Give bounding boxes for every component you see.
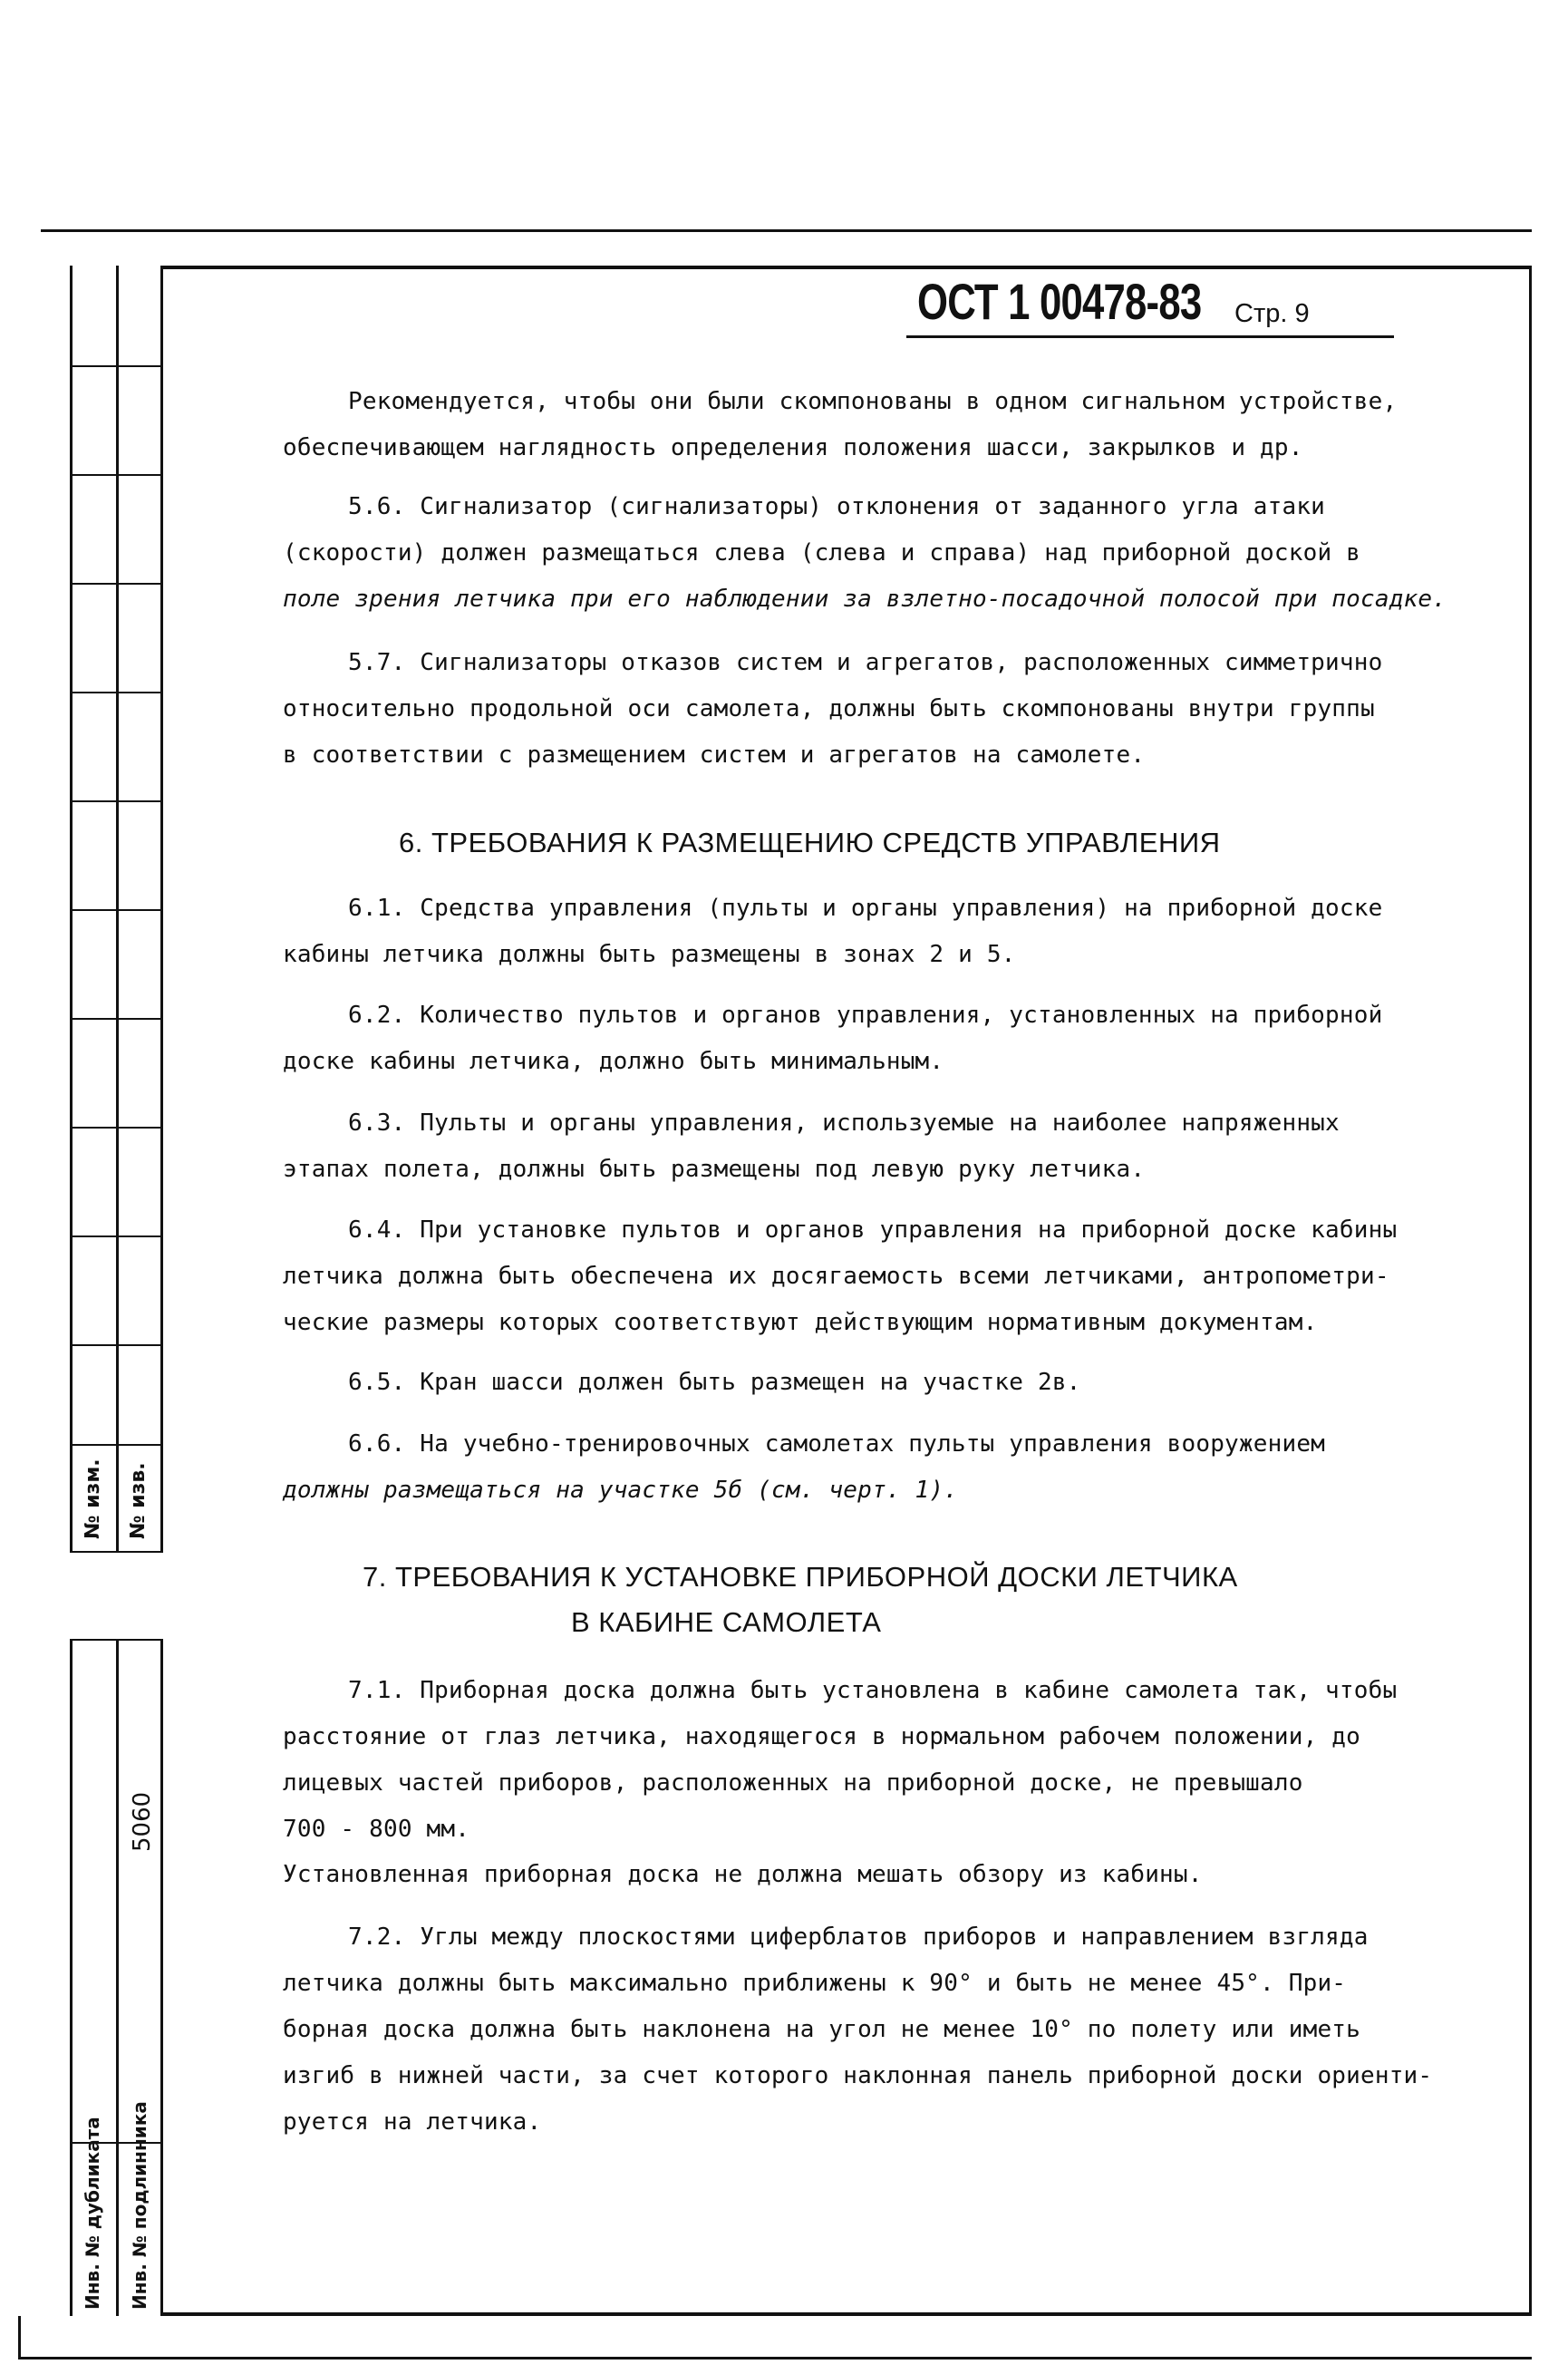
stamp-cell xyxy=(73,909,160,911)
paragraph-7-2 xyxy=(283,1914,1433,2146)
text-line: летчика должны быть максимально приближены к 90° и быть не менее 45°. При- xyxy=(283,1970,1347,1997)
document-code: ОСТ 1 00478-83 xyxy=(917,273,1202,330)
stamp-divider xyxy=(116,1639,119,2316)
text-line: ческие размеры которых соответствуют действующим нормативным документам. xyxy=(283,1309,1318,1336)
page-number: Стр. 9 xyxy=(1234,299,1310,328)
stamp-cell xyxy=(73,1235,160,1237)
text-line: поле зрения летчика при его наблюдении за взлетно-посадочной полосой при посадке. xyxy=(283,586,1447,613)
intro-paragraph xyxy=(283,379,1407,471)
stamp-cell xyxy=(73,1444,160,1446)
bottom-page-rule xyxy=(18,2357,1532,2359)
inventory-number: 5060 xyxy=(129,1791,156,1852)
text-line: этапах полета, должны быть размещены под левую руку летчика. xyxy=(283,1156,1146,1183)
paragraph-6-2 xyxy=(283,993,1407,1085)
duplicate-inventory-label: Инв. № дубликата xyxy=(82,2117,103,2310)
paragraph-7-1 xyxy=(283,1668,1407,1853)
text-line: 5.6. Сигнализатор (сигнализаторы) отклонения от заданного угла атаки xyxy=(348,493,1326,520)
paragraph-6-4 xyxy=(283,1207,1407,1346)
page-header xyxy=(906,272,1394,338)
text-line: 6.1. Средства управления (пульты и органы управления) на приборной доске xyxy=(348,895,1383,922)
text-line: Рекомендуется, чтобы они были скомпонованы в одном сигнальном устройстве, xyxy=(348,388,1398,415)
section-7-title-line-2: В КАБИНЕ САМОЛЕТА xyxy=(571,1606,882,1638)
text-line: 6.4. При установке пультов и органов управления на приборной доске кабины xyxy=(348,1216,1398,1244)
side-stamp-strip xyxy=(70,266,163,2316)
paragraph-5-7 xyxy=(283,640,1407,779)
text-line: должны размещаться на участке 5б (см. черт. 1). xyxy=(283,1477,959,1504)
paragraph-5-6 xyxy=(283,484,1447,623)
text-line: 6.5. Кран шасси должен быть размещен на участке 2в. xyxy=(348,1369,1081,1396)
text-line: 5.7. Сигнализаторы отказов систем и агрегатов, расположенных симметрично xyxy=(348,649,1383,676)
paragraph-6-3 xyxy=(283,1100,1407,1193)
change-number-label-1: № изм. xyxy=(82,1458,104,1539)
stamp-cell xyxy=(73,1639,160,1641)
bottom-left-tick xyxy=(18,2316,21,2358)
text-line: относительно продольной оси самолета, должны быть скомпонованы внутри группы xyxy=(283,695,1375,722)
stamp-cell xyxy=(73,692,160,693)
stamp-cell xyxy=(73,1018,160,1020)
text-line: кабины летчика должны быть размещены в зонах 2 и 5. xyxy=(283,941,1016,968)
change-number-label-2: № изв. xyxy=(127,1462,150,1539)
text-line: 7.2. Углы между плоскостями циферблатов приборов и направлением взгляда xyxy=(348,1923,1369,1951)
stamp-cell xyxy=(73,583,160,585)
stamp-column-lower xyxy=(70,1639,163,2316)
paragraph-7-1-continued xyxy=(283,1852,1407,1898)
stamp-column-upper xyxy=(70,266,163,1553)
text-line: летчика должна быть обеспечена их досягаемость всеми летчиками, антропометри- xyxy=(283,1263,1389,1290)
stamp-cell xyxy=(73,365,160,367)
text-line: 6.6. На учебно-тренировочных самолетах пульты управления вооружением xyxy=(348,1430,1326,1458)
stamp-cell xyxy=(73,1127,160,1129)
stamp-cell xyxy=(73,474,160,476)
original-inventory-label: Инв. № подлинника xyxy=(129,2101,150,2310)
top-page-rule xyxy=(41,229,1532,232)
text-line: изгиб в нижней части, за счет которого наклонная панель приборной доски ориенти- xyxy=(283,2062,1433,2089)
text-line: лицевых частей приборов, расположенных на приборной доске, не превышало xyxy=(283,1769,1303,1797)
section-7-title-line-1: 7. ТРЕБОВАНИЯ К УСТАНОВКЕ ПРИБОРНОЙ ДОСКИ ЛЕТЧИКА xyxy=(363,1561,1238,1593)
text-line: 6.2. Количество пультов и органов управления, установленных на приборной xyxy=(348,1002,1383,1029)
text-line: 7.1. Приборная доска должна быть установлена в кабине самолета так, чтобы xyxy=(348,1677,1398,1704)
text-line: расстояние от глаз летчика, находящегося в нормальном рабочем положении, до xyxy=(283,1723,1360,1750)
text-line: 700 - 800 мм. xyxy=(283,1816,470,1843)
text-line: (скорости) должен размещаться слева (слева и справа) над приборной доской в xyxy=(283,539,1360,567)
stamp-cell xyxy=(73,1551,160,1553)
text-line: Установленная приборная доска не должна мешать обзору из кабины. xyxy=(283,1861,1203,1888)
paragraph-6-6 xyxy=(283,1421,1407,1514)
text-line: доске кабины летчика, должно быть минимальным. xyxy=(283,1048,944,1075)
text-line: борная доска должна быть наклонена на угол не менее 10° по полету или иметь xyxy=(283,2016,1360,2043)
paragraph-6-5 xyxy=(283,1360,1407,1406)
section-6-title: 6. ТРЕБОВАНИЯ К РАЗМЕЩЕНИЮ СРЕДСТВ УПРАВЛЕНИЯ xyxy=(399,827,1221,858)
text-line: 6.3. Пульты и органы управления, используемые на наиболее напряженных xyxy=(348,1109,1340,1137)
stamp-cell xyxy=(73,1344,160,1346)
text-line: в соответствии с размещением систем и агрегатов на самолете. xyxy=(283,741,1146,769)
text-line: обеспечивающем наглядность определения положения шасси, закрылков и др. xyxy=(283,434,1303,461)
paragraph-6-1 xyxy=(283,886,1407,978)
stamp-cell xyxy=(73,800,160,802)
text-line: руется на летчика. xyxy=(283,2108,542,2136)
